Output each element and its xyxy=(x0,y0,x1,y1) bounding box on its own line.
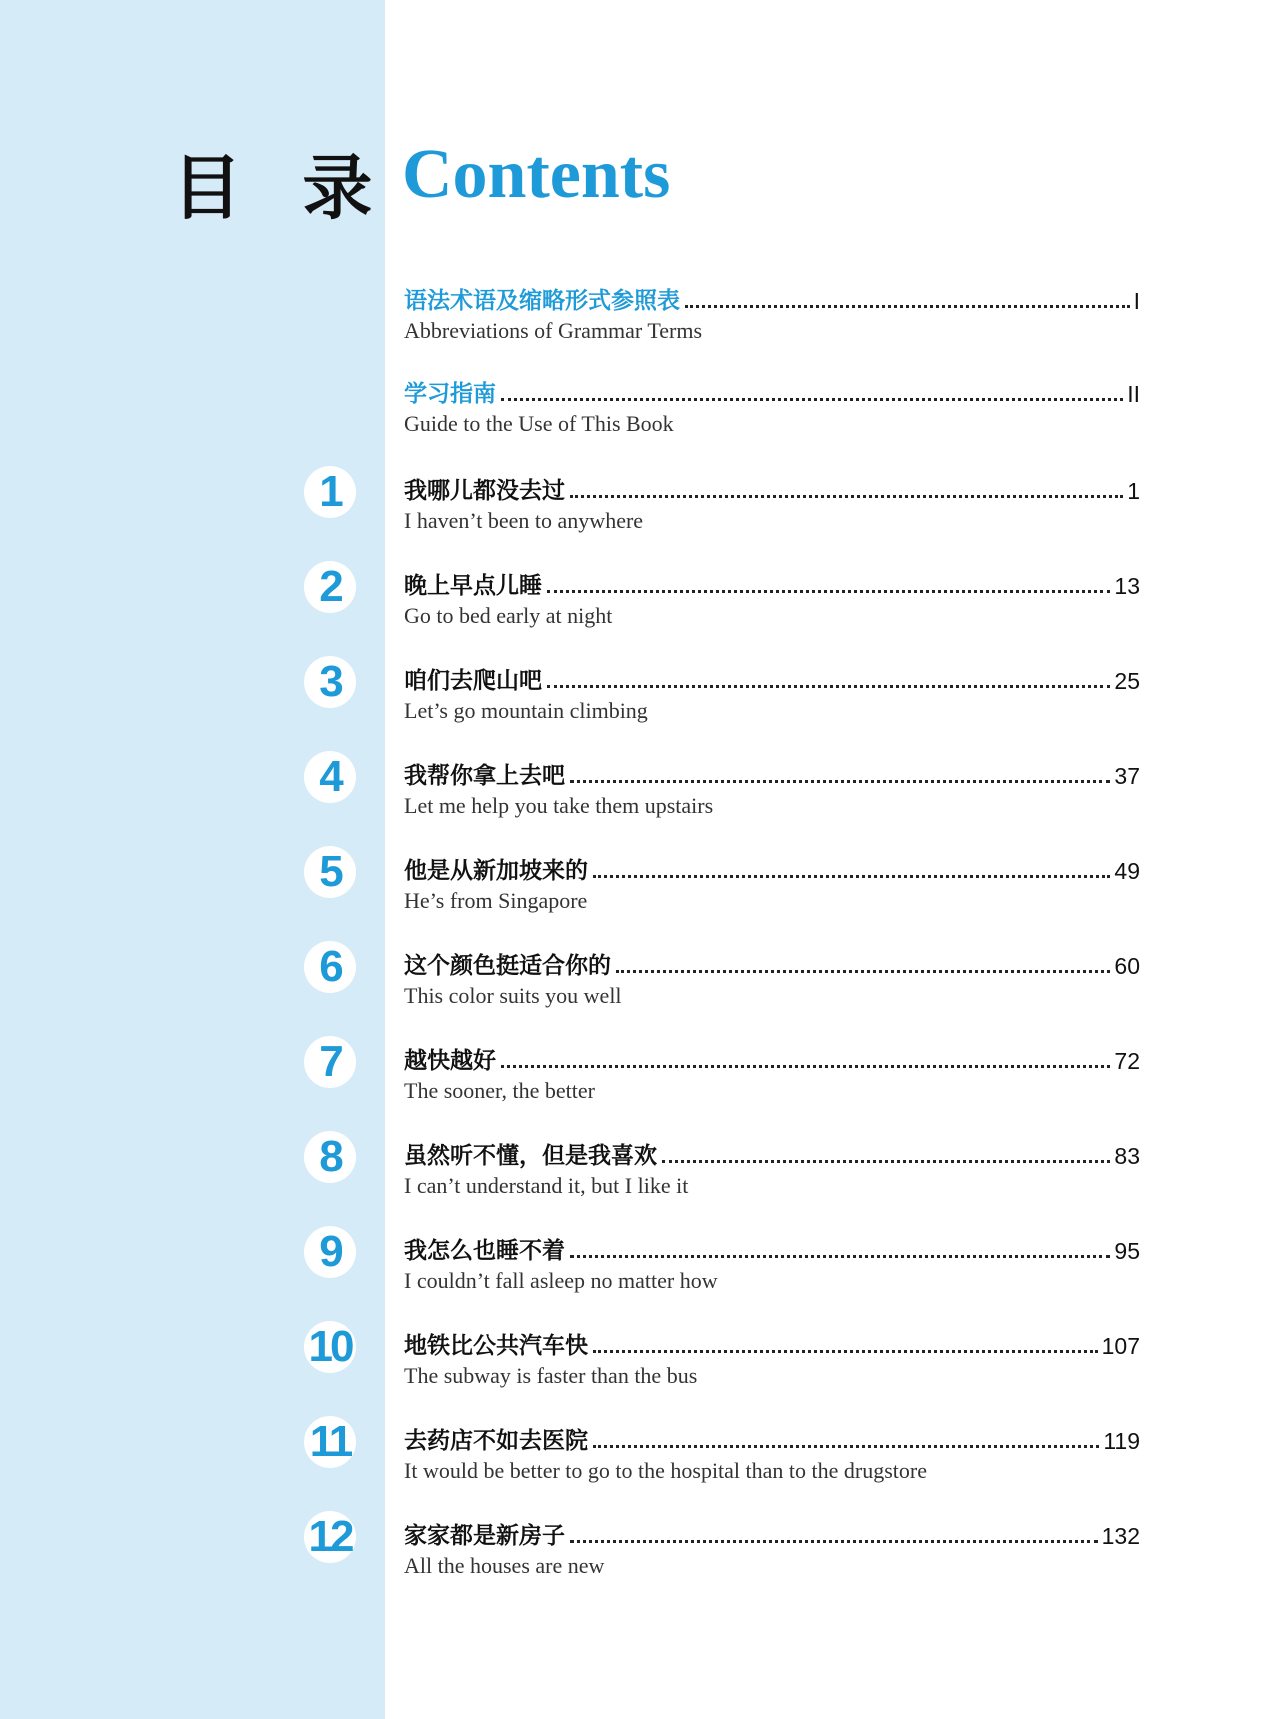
entry-title-english: The subway is faster than the bus xyxy=(404,1363,698,1388)
dot-leader xyxy=(662,1160,1110,1163)
entry-title-english: Abbreviations of Grammar Terms xyxy=(404,318,703,343)
dot-leader xyxy=(593,1445,1099,1448)
entry-title-chinese: 我帮你拿上去吧 xyxy=(404,763,565,789)
toc-entry-guide[interactable] xyxy=(404,374,1140,437)
dot-leader xyxy=(570,1540,1098,1543)
toc-entry-lesson-7[interactable] xyxy=(404,1041,1140,1104)
entry-title-chinese: 这个颜色挺适合你的 xyxy=(404,953,611,979)
entry-title-chinese: 虽然听不懂，但是我喜欢 xyxy=(404,1143,657,1169)
page-title-english: Contents xyxy=(402,136,671,213)
toc-entry-lesson-5[interactable] xyxy=(404,851,1140,914)
dot-leader xyxy=(570,1255,1110,1258)
page-number: 83 xyxy=(1114,1143,1140,1169)
toc-entry-lesson-4[interactable] xyxy=(404,756,1140,819)
dot-leader xyxy=(685,305,1130,308)
toc-entry-lesson-2[interactable] xyxy=(404,566,1140,629)
page-number: 25 xyxy=(1114,668,1140,694)
lesson-number-badge: 3 xyxy=(304,656,356,708)
toc-entry-lesson-10[interactable] xyxy=(404,1326,1140,1389)
page-title-chinese: 目 录 xyxy=(172,147,391,229)
toc-entry-lesson-1[interactable] xyxy=(404,471,1140,534)
lesson-number-badge: 9 xyxy=(304,1226,356,1278)
entry-title-chinese: 我哪儿都没去过 xyxy=(404,478,565,504)
entry-title-chinese: 我怎么也睡不着 xyxy=(404,1238,565,1264)
page-number: 132 xyxy=(1101,1523,1140,1549)
entry-title-chinese: 家家都是新房子 xyxy=(404,1523,565,1549)
entry-title-chinese: 去药店不如去医院 xyxy=(404,1428,588,1454)
dot-leader xyxy=(593,875,1110,878)
entry-title-english: I haven’t been to anywhere xyxy=(404,508,644,533)
lesson-number-badge: 2 xyxy=(304,561,356,613)
toc-entry-lesson-12[interactable] xyxy=(404,1516,1140,1579)
page-number: 1 xyxy=(1127,478,1140,504)
entry-title-english: Let’s go mountain climbing xyxy=(404,698,648,723)
lesson-number-badge: 11 xyxy=(304,1416,356,1468)
entry-title-chinese: 他是从新加坡来的 xyxy=(404,858,588,884)
entry-title-english: All the houses are new xyxy=(404,1553,605,1578)
toc-entry-lesson-6[interactable] xyxy=(404,946,1140,1009)
page-number: 37 xyxy=(1114,763,1140,789)
entry-title-english: I couldn’t fall asleep no matter how xyxy=(404,1268,718,1293)
entry-title-chinese: 语法术语及缩略形式参照表 xyxy=(404,288,680,314)
page-number: 60 xyxy=(1114,953,1140,979)
entry-title-chinese: 晚上早点儿睡 xyxy=(404,573,542,599)
lesson-number-badge: 1 xyxy=(304,466,356,518)
lesson-number-badge: 6 xyxy=(304,941,356,993)
toc-entry-lesson-9[interactable] xyxy=(404,1231,1140,1294)
dot-leader xyxy=(570,780,1110,783)
entry-title-english: The sooner, the better xyxy=(404,1078,595,1103)
entry-title-english: It would be better to go to the hospital than to the drugstore xyxy=(404,1458,928,1483)
dot-leader xyxy=(547,685,1110,688)
lesson-number-badge: 5 xyxy=(304,846,356,898)
entry-title-chinese: 咱们去爬山吧 xyxy=(404,668,542,694)
page-number: 72 xyxy=(1114,1048,1140,1074)
dot-leader xyxy=(501,1065,1110,1068)
dot-leader xyxy=(547,590,1110,593)
toc-entry-lesson-11[interactable] xyxy=(404,1421,1140,1484)
page-number: 119 xyxy=(1103,1428,1140,1454)
page-number: 107 xyxy=(1101,1333,1140,1359)
toc-entry-lesson-8[interactable] xyxy=(404,1136,1140,1199)
toc-entry-grammar-terms[interactable] xyxy=(404,281,1140,344)
entry-title-english: This color suits you well xyxy=(404,983,622,1008)
lesson-number-badge: 4 xyxy=(304,751,356,803)
entry-title-english: He’s from Singapore xyxy=(404,888,588,913)
lesson-number-badge: 12 xyxy=(304,1511,356,1563)
page-number: 13 xyxy=(1114,573,1140,599)
page-number: 49 xyxy=(1114,858,1140,884)
toc-entry-lesson-3[interactable] xyxy=(404,661,1140,724)
lesson-number-badge: 8 xyxy=(304,1131,356,1183)
dot-leader xyxy=(501,398,1123,401)
lesson-number-badge: 7 xyxy=(304,1036,356,1088)
dot-leader xyxy=(616,970,1110,973)
entry-title-english: Go to bed early at night xyxy=(404,603,613,628)
page-number: I xyxy=(1133,288,1140,314)
lesson-number-badge: 10 xyxy=(304,1321,356,1373)
entry-title-english: I can’t understand it, but I like it xyxy=(404,1173,689,1198)
entry-title-chinese: 地铁比公共汽车快 xyxy=(404,1333,588,1359)
entry-title-chinese: 学习指南 xyxy=(404,381,496,407)
dot-leader xyxy=(593,1350,1098,1353)
entry-title-chinese: 越快越好 xyxy=(404,1048,496,1074)
page-number: 95 xyxy=(1114,1238,1140,1264)
dot-leader xyxy=(570,495,1123,498)
entry-title-english: Guide to the Use of This Book xyxy=(404,411,674,436)
entry-title-english: Let me help you take them upstairs xyxy=(404,793,714,818)
page-number: II xyxy=(1127,381,1140,407)
